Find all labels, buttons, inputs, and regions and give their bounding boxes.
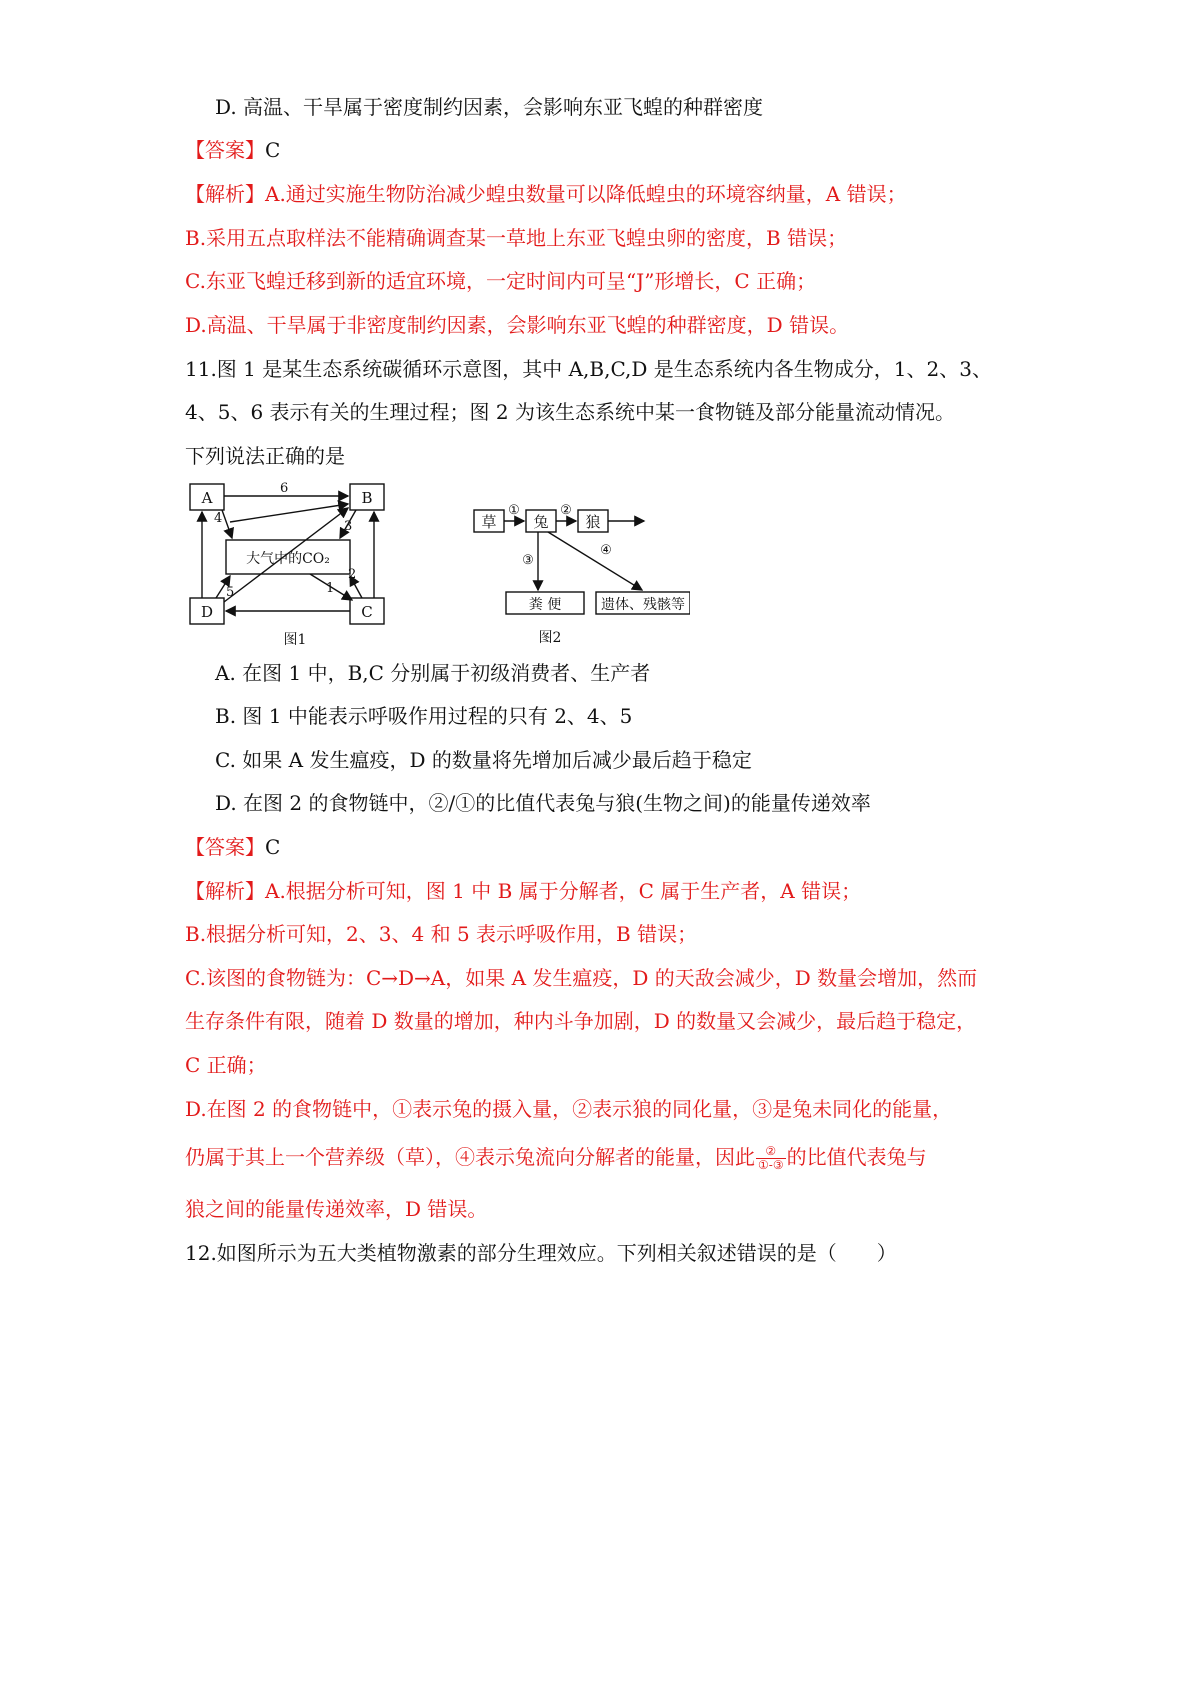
q11-analysis-c-line3: C 正确； — [185, 1053, 267, 1077]
q11-option-c: C. 如果 A 发生瘟疫，D 的数量将先增加后减少最后趋于稳定 — [215, 748, 752, 772]
q10-answer — [185, 137, 280, 163]
figure-2-caption: 图2 — [538, 630, 562, 646]
node-wolf-label: 狼 — [585, 513, 601, 531]
node-feces-label: 粪 便 — [528, 597, 562, 613]
q10-analysis-a — [185, 181, 907, 207]
process-label-3: 3 — [344, 519, 353, 534]
fraction — [756, 1145, 786, 1172]
analysis-text: 的比值代表兔与 — [786, 1145, 927, 1169]
node-b-label: B — [361, 489, 373, 507]
process-label-4: 4 — [214, 511, 223, 526]
node-rabbit-label: 兔 — [533, 513, 549, 531]
q11-stem-line3: 下列说法正确的是 — [185, 444, 345, 468]
q10-analysis-d: D.高温、干旱属于非密度制约因素，会影响东亚飞蝗的种群密度，D 错误。 — [185, 313, 850, 337]
fraction-denominator: ①-③ — [758, 1158, 784, 1172]
q11-answer — [185, 834, 280, 860]
node-remains-label: 遗体、残骸等 — [601, 597, 685, 613]
node-grass-label: 草 — [481, 513, 497, 531]
answer-tag: 【答案】 — [185, 138, 265, 162]
co2-label: 大气中的CO₂ — [246, 551, 330, 567]
q11-analysis-b: B.根据分析可知，2、3、4 和 5 表示呼吸作用，B 错误； — [185, 922, 698, 946]
process-label-5: 5 — [226, 585, 235, 600]
process-label-6: 6 — [280, 481, 289, 496]
q11-analysis-d-line2 — [185, 1144, 927, 1172]
process-label-1: 1 — [326, 581, 335, 596]
figure-1-caption: 图1 — [283, 632, 307, 648]
analysis-text: A.通过实施生物防治减少蝗虫数量可以降低蝗虫的环境容纳量，A 错误； — [265, 182, 907, 206]
q11-analysis-c-line1: C.该图的食物链为：C→D→A，如果 A 发生瘟疫，D 的天敌会减少，D 数量会增加，然而 — [185, 966, 978, 990]
process-label-2: 2 — [348, 567, 357, 582]
q10-analysis-b: B.采用五点取样法不能精确调查某一草地上东亚飞蝗虫卵的密度，B 错误； — [185, 226, 848, 250]
answer-value: C — [265, 138, 281, 162]
q11-option-d: D. 在图 2 的食物链中，②/①的比值代表兔与狼(生物之间)的能量传递效率 — [215, 791, 871, 815]
analysis-text: 仍属于其上一个营养级（草），④表示兔流向分解者的能量，因此 — [185, 1145, 755, 1169]
flow-label-3: ③ — [522, 553, 534, 568]
fraction-numerator: ② — [756, 1145, 786, 1159]
q11-analysis-a — [185, 878, 861, 904]
analysis-text: A.根据分析可知，图 1 中 B 属于分解者，C 属于生产者，A 错误； — [265, 879, 862, 903]
answer-tag: 【答案】 — [185, 835, 265, 859]
q11-analysis-c-line2: 生存条件有限，随着 D 数量的增加，种内斗争加剧，D 的数量又会减少，最后趋于稳定， — [185, 1009, 977, 1033]
q11-option-a: A. 在图 1 中，B,C 分别属于初级消费者、生产者 — [215, 661, 651, 685]
flow-label-1: ① — [508, 503, 520, 518]
q10-option-d: D. 高温、干旱属于密度制约因素，会影响东亚飞蝗的种群密度 — [215, 95, 764, 119]
answer-value: C — [265, 835, 281, 859]
figure-1-carbon-cycle — [180, 478, 400, 648]
analysis-tag: 【解析】 — [185, 182, 265, 206]
q11-analysis-d-line3: 狼之间的能量传递效率，D 错误。 — [185, 1197, 488, 1221]
node-c-label: C — [361, 603, 373, 621]
q11-analysis-d-line1: D.在图 2 的食物链中，①表示兔的摄入量，②表示狼的同化量，③是兔未同化的能量， — [185, 1097, 953, 1121]
node-a-label: A — [201, 489, 213, 507]
q10-analysis-c: C.东亚飞蝗迁移到新的适宜环境，一定时间内可呈“J”形增长，C 正确； — [185, 269, 817, 293]
q11-option-b: B. 图 1 中能表示呼吸作用过程的只有 2、4、5 — [215, 704, 633, 728]
q12-stem: 12.如图所示为五大类植物激素的部分生理效应。下列相关叙述错误的是（ ） — [185, 1241, 897, 1265]
figure-2-energy-flow — [470, 496, 690, 648]
analysis-tag: 【解析】 — [185, 879, 265, 903]
node-d-label: D — [200, 603, 214, 621]
flow-label-2: ② — [560, 503, 572, 518]
flow-label-4: ④ — [600, 543, 612, 558]
q11-stem-line2: 4、5、6 表示有关的生理过程；图 2 为该生态系统中某一食物链及部分能量流动情况。 — [185, 400, 955, 424]
q11-stem-line1: 11.图 1 是某生态系统碳循环示意图，其中 A,B,C,D 是生态系统内各生物成分，1、2、3、 — [185, 357, 992, 381]
